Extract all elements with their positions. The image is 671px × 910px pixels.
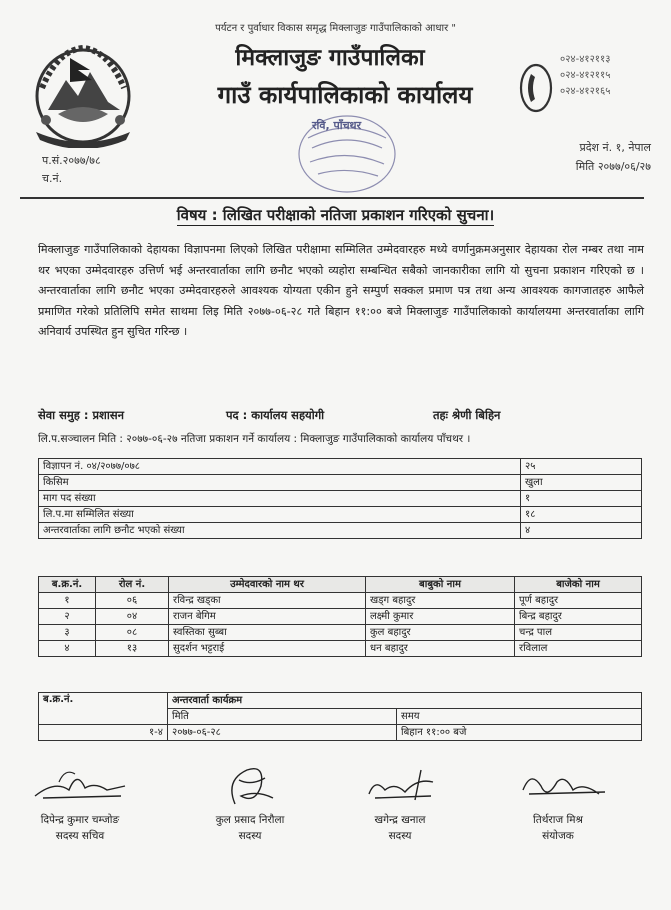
table-cell: माग पद संख्या <box>39 491 521 507</box>
table-row <box>39 491 642 507</box>
address-block <box>576 138 651 176</box>
subject-line <box>0 205 671 225</box>
table-cell: लि.प.मा सम्मिलित संख्या <box>39 507 521 523</box>
column-header: ब.क्र.नं. <box>39 577 96 593</box>
subject-text: विषय : लिखित परीक्षाको नतिजा प्रकाशन गरिएको सुचना। <box>176 206 495 224</box>
dispatch-number: च.नं. <box>42 172 63 185</box>
signatory-role: सदस्य <box>388 830 412 842</box>
table-cell: १ <box>521 491 642 507</box>
table-cell: खड्ग बहादुर <box>366 593 515 609</box>
table-cell: किसिम <box>39 475 521 491</box>
signatory-role: सदस्य सचिव <box>55 830 105 842</box>
table-cell: बिन्द्र बहादुर <box>515 609 642 625</box>
table-cell: २५ <box>521 459 642 475</box>
table-cell: खुला <box>521 475 642 491</box>
column-header: उम्मेदवारको नाम थर <box>169 577 366 593</box>
signature-image <box>345 760 455 810</box>
reference-block <box>42 152 101 188</box>
motto: पर्यटन र पुर्वाधार विकास समृद्ध मिक्लाजुङ गाउँपालिकाको आधार " <box>215 23 456 34</box>
signatory-name: तिर्थराज मिश्र <box>533 814 583 826</box>
table-cell: रविलाल <box>515 641 642 657</box>
table-cell: ०६ <box>96 593 169 609</box>
table-row <box>39 609 642 625</box>
phone-numbers <box>560 52 610 100</box>
signature-image <box>503 760 613 810</box>
table-row <box>39 459 642 475</box>
table-cell: ४ <box>521 523 642 539</box>
table-cell: स्वस्तिका सुब्बा <box>169 625 366 641</box>
signatory-role: सदस्य <box>238 830 262 842</box>
table-cell: १३ <box>96 641 169 657</box>
table-cell: अन्तरवार्ताका लागि छनौट भएको संख्या <box>39 523 521 539</box>
table-row <box>39 725 642 741</box>
post-name: पद : कार्यालय सहयोगी <box>226 408 325 422</box>
table-cell: चन्द्र पाल <box>515 625 642 641</box>
phone-number: ०२४-४१२११३ <box>560 54 611 65</box>
table-row <box>39 641 642 657</box>
table-cell: ३ <box>39 625 96 641</box>
table-cell: राजन बेगिम <box>169 609 366 625</box>
column-header: रोल नं. <box>96 577 169 593</box>
signature-image <box>25 760 135 810</box>
table-cell: १ <box>39 593 96 609</box>
ref-number: प.सं.२०७७/७८ <box>42 154 101 167</box>
signatory-block <box>340 760 460 844</box>
table-cell: सुदर्शन भट्टराई <box>169 641 366 657</box>
service-group: सेवा समुह : प्रशासन <box>38 408 125 422</box>
stamp-text: रवि, पाँचथर <box>312 119 362 132</box>
table-row <box>39 507 642 523</box>
signatory-block <box>498 760 618 844</box>
signatory-name: खगेन्द्र खनाल <box>374 814 426 826</box>
table-cell: २०७७-०६-२८ <box>168 725 397 741</box>
table-row <box>39 475 642 491</box>
table-cell: धन बहादुर <box>366 641 515 657</box>
table-cell: २ <box>39 609 96 625</box>
signatory-name: दिपेन्द्र कुमार चम्जोङ <box>40 814 120 826</box>
column-header: ब.क्र.नं. <box>39 693 168 725</box>
table-cell: विज्ञापन नं. ०४/२०७७/०७८ <box>39 459 521 475</box>
table-row <box>39 593 642 609</box>
signatory-block <box>190 760 310 844</box>
province: प्रदेश नं. १, नेपाल <box>579 141 651 154</box>
column-header: बाजेको नाम <box>515 577 642 593</box>
signatory-block <box>20 760 140 844</box>
table-cell: १८ <box>521 507 642 523</box>
office-name: गाउँ कार्यपालिकाको कार्यालय <box>217 81 473 109</box>
signature-image <box>195 760 305 810</box>
phone-icon <box>518 62 554 114</box>
exam-info: लि.प.सञ्चालन मिति : २०७७-०६-२७ नतिजा प्रकाशन गर्ने कार्यालय : मिक्लाजुङ गाउँपालिकाको कार्यालय पाँचथर । <box>38 433 471 445</box>
column-header: समय <box>397 709 642 725</box>
table-cell: बिहान ११:०० बजे <box>397 725 642 741</box>
signatory-name: कुल प्रसाद निरौला <box>215 814 285 826</box>
table-header-row <box>39 693 642 709</box>
table-cell: रविन्द्र खड्का <box>169 593 366 609</box>
phone-number: ०२४-४१२१६५ <box>560 86 611 97</box>
column-header: अन्तरवार्ता कार्यक्रम <box>168 693 642 709</box>
municipality-name: मिक्लाजुङ गाउँपालिका <box>235 45 425 71</box>
table-row <box>39 523 642 539</box>
table-cell: १-४ <box>39 725 168 741</box>
summary-table <box>38 458 642 539</box>
phone-number: ०२४-४१२११५ <box>560 70 611 81</box>
table-cell: ०४ <box>96 609 169 625</box>
table-cell: ४ <box>39 641 96 657</box>
column-header: मिति <box>168 709 397 725</box>
issue-date: मिति २०७७/०६/२७ <box>575 160 651 173</box>
table-cell: पूर्ण बहादुर <box>515 593 642 609</box>
nepal-emblem-icon <box>28 40 138 148</box>
candidates-table <box>38 576 642 657</box>
column-header: बाबुको नाम <box>366 577 515 593</box>
table-row <box>39 625 642 641</box>
notice-body: मिक्लाजुङ गाउँपालिकाको देहायका विज्ञापनमा लिएको लिखित परीक्षामा सम्मिलित उम्मेदवारहरु मध्ये वर्णानुक्रमअनुसार देहायका रोल नम्बर तथा नाम थर भएका उम्मेदवारहरु उत्तिर्ण भई अन्तरवार्ताका लागि छनौट भएको व्यहोरा सम्बन्धित सबैको जानकारीका लागि यो सुचना प्रकाशन गरिएको छ । अन्तरवार्ताका लागि छनौट भएका उम्मेदवारहरुले आवश्यक योग्यता एकीन हुने सम्पुर्ण सक्कल प्रमाण पत्र तथा अन्य आवश्यक कागजातहरु आफैले प्रमाणित गरेको प्रतिलिपि समेत साथमा लिइ मिति २०७७-०६-२८ गते बिहान ११:०० बजे मिक्लाजुङ गाउँपालिकाको कार्यालयमा अन्तरवार्ताका लागि अनिवार्य उपस्थित हुन सुचित गरिन्छ । <box>38 243 644 339</box>
table-header-row <box>39 577 642 593</box>
table-cell: ०८ <box>96 625 169 641</box>
table-cell: लक्ष्मी कुमार <box>366 609 515 625</box>
service-info <box>38 408 644 423</box>
header-divider <box>20 197 644 199</box>
post-level: तहः श्रेणी बिहिन <box>433 408 501 422</box>
table-cell: कुल बहादुर <box>366 625 515 641</box>
interview-table <box>38 692 642 741</box>
signatory-role: संयोजक <box>542 830 574 842</box>
